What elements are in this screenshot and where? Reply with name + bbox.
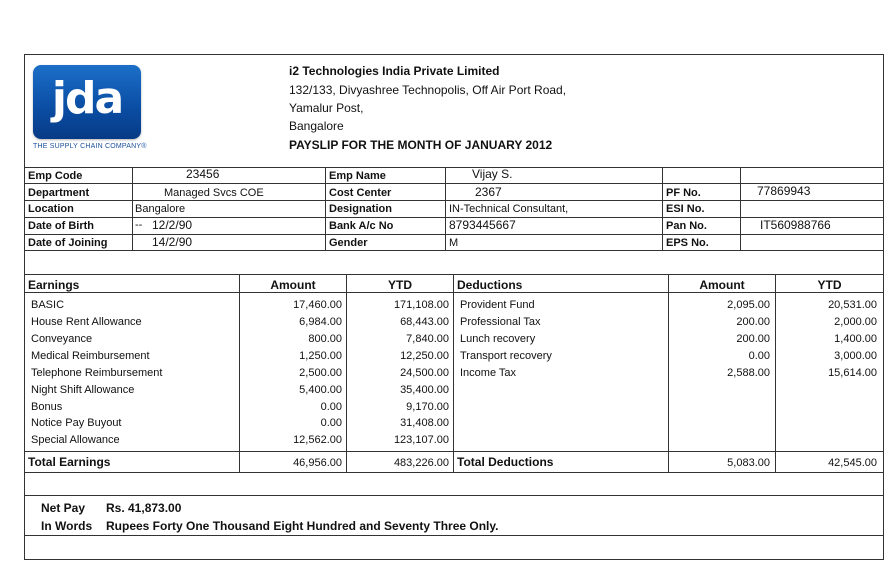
total-earnings-amount: 46,956.00 bbox=[293, 457, 342, 469]
earning-name: Conveyance bbox=[31, 333, 93, 345]
table-col-3 bbox=[453, 274, 454, 473]
info-line-0 bbox=[24, 167, 884, 168]
earning-ytd: 12,250.00 bbox=[400, 350, 449, 362]
info-col-3 bbox=[445, 167, 446, 251]
info-col-1 bbox=[132, 167, 133, 251]
company-address-line1: 132/133, Divyashree Technopolis, Off Air Port Road, bbox=[289, 83, 567, 97]
earning-amount: 17,460.00 bbox=[293, 299, 342, 311]
emp-name-label: Emp Name bbox=[329, 170, 386, 182]
earning-amount: 0.00 bbox=[320, 417, 342, 429]
earning-name: House Rent Allowance bbox=[31, 316, 142, 328]
payslip-title: PAYSLIP FOR THE MONTH OF JANUARY 2012 bbox=[289, 138, 553, 152]
info-line-2 bbox=[24, 200, 884, 201]
table-bottom-line bbox=[24, 472, 884, 473]
earning-amount: 0.00 bbox=[320, 401, 342, 413]
earning-ytd: 24,500.00 bbox=[400, 367, 449, 379]
earning-amount: 800.00 bbox=[308, 333, 342, 345]
frame-left bbox=[24, 54, 25, 560]
info-col-5 bbox=[740, 167, 741, 251]
deduction-ytd: 15,614.00 bbox=[828, 367, 877, 379]
info-line-5 bbox=[24, 250, 884, 251]
deduction-amount: 200.00 bbox=[736, 333, 770, 345]
company-name: i2 Technologies India Private Limited bbox=[289, 64, 500, 78]
designation-label: Designation bbox=[329, 203, 392, 215]
earning-name: Bonus bbox=[31, 401, 63, 413]
pf-no-value: 77869943 bbox=[757, 184, 811, 198]
deductions-ytd-header: YTD bbox=[817, 278, 842, 292]
cost-center-value: 2367 bbox=[475, 185, 502, 199]
pan-no-value: IT560988766 bbox=[760, 218, 831, 232]
deduction-ytd: 1,400.00 bbox=[834, 333, 877, 345]
earning-ytd: 31,408.00 bbox=[400, 417, 449, 429]
deductions-amount-header: Amount bbox=[699, 278, 745, 292]
location-label: Location bbox=[28, 203, 74, 215]
earnings-header: Earnings bbox=[28, 278, 80, 292]
doj-value: 14/2/90 bbox=[152, 235, 193, 249]
earning-name: Night Shift Allowance bbox=[31, 384, 135, 396]
earning-amount: 2,500.00 bbox=[299, 367, 342, 379]
table-header-line bbox=[24, 292, 884, 293]
deduction-name: Transport recovery bbox=[460, 350, 552, 362]
earning-amount: 6,984.00 bbox=[299, 316, 342, 328]
department-label: Department bbox=[28, 187, 90, 199]
emp-code-value: 23456 bbox=[186, 167, 220, 181]
company-logo bbox=[33, 65, 141, 139]
logo-text: jda bbox=[51, 73, 123, 124]
summary-top-line bbox=[24, 495, 884, 496]
table-total-top-line bbox=[24, 451, 884, 452]
in-words-label: In Words bbox=[41, 519, 93, 533]
deduction-ytd: 2,000.00 bbox=[834, 316, 877, 328]
deduction-amount: 200.00 bbox=[736, 316, 770, 328]
logo-tagline: THE SUPPLY CHAIN COMPANY® bbox=[33, 143, 147, 150]
net-pay-value: Rs. 41,873.00 bbox=[106, 501, 182, 515]
deduction-amount: 2,588.00 bbox=[727, 367, 770, 379]
total-deductions-amount: 5,083.00 bbox=[727, 457, 770, 469]
cost-center-label: Cost Center bbox=[329, 187, 392, 199]
frame-right bbox=[883, 54, 884, 560]
earning-name: Medical Reimbursement bbox=[31, 350, 150, 362]
earning-ytd: 123,107.00 bbox=[393, 434, 449, 446]
company-address-line2: Yamalur Post, bbox=[289, 101, 364, 115]
earning-name: BASIC bbox=[31, 299, 65, 311]
earning-name: Telephone Reimbursement bbox=[31, 367, 163, 379]
earning-amount: 12,562.00 bbox=[293, 434, 342, 446]
designation-value: IN-Technical Consultant, bbox=[449, 203, 569, 215]
gender-value: M bbox=[449, 237, 459, 249]
total-earnings-ytd: 483,226.00 bbox=[393, 457, 449, 469]
gender-label: Gender bbox=[329, 237, 368, 249]
info-col-2 bbox=[325, 167, 326, 251]
doj-label: Date of Joining bbox=[28, 237, 108, 249]
deductions-header: Deductions bbox=[457, 278, 523, 292]
summary-bottom-line bbox=[24, 535, 884, 536]
earning-ytd: 68,443.00 bbox=[400, 316, 449, 328]
info-col-4 bbox=[662, 167, 663, 251]
company-address-line3: Bangalore bbox=[289, 119, 344, 133]
net-pay-label: Net Pay bbox=[41, 501, 86, 515]
dob-label: Date of Birth bbox=[28, 220, 94, 232]
location-value: Bangalore bbox=[135, 203, 186, 215]
deduction-ytd: 3,000.00 bbox=[834, 350, 877, 362]
pan-no-label: Pan No. bbox=[666, 220, 707, 232]
emp-code-label: Emp Code bbox=[28, 170, 83, 182]
deduction-name: Professional Tax bbox=[460, 316, 541, 328]
in-words-value: Rupees Forty One Thousand Eight Hundred and Seventy Three Only. bbox=[106, 519, 499, 533]
frame-bottom bbox=[24, 559, 884, 560]
table-top-line bbox=[24, 274, 884, 275]
earnings-ytd-header: YTD bbox=[388, 278, 412, 292]
dob-dash: -- bbox=[135, 219, 143, 231]
deduction-amount: 0.00 bbox=[748, 350, 770, 362]
esi-no-label: ESI No. bbox=[666, 203, 705, 215]
earning-name: Special Allowance bbox=[31, 434, 120, 446]
total-deductions-ytd: 42,545.00 bbox=[828, 457, 877, 469]
earnings-amount-header: Amount bbox=[270, 278, 316, 292]
eps-no-label: EPS No. bbox=[666, 237, 709, 249]
total-deductions-label: Total Deductions bbox=[457, 455, 554, 469]
earning-ytd: 9,170.00 bbox=[406, 401, 449, 413]
earning-ytd: 7,840.00 bbox=[406, 333, 449, 345]
pf-no-label: PF No. bbox=[666, 187, 701, 199]
bank-value: 8793445667 bbox=[449, 218, 516, 232]
earning-amount: 1,250.00 bbox=[299, 350, 342, 362]
total-earnings-label: Total Earnings bbox=[28, 455, 111, 469]
deduction-name: Provident Fund bbox=[460, 299, 535, 311]
deduction-name: Income Tax bbox=[460, 367, 517, 379]
earning-ytd: 35,400.00 bbox=[400, 384, 449, 396]
department-value: Managed Svcs COE bbox=[164, 187, 264, 199]
info-line-1 bbox=[24, 183, 884, 184]
earning-amount: 5,400.00 bbox=[299, 384, 342, 396]
emp-name-value: Vijay S. bbox=[472, 167, 513, 181]
bank-label: Bank A/c No bbox=[329, 220, 394, 232]
earning-ytd: 171,108.00 bbox=[393, 299, 449, 311]
frame-top bbox=[24, 54, 884, 55]
deduction-amount: 2,095.00 bbox=[727, 299, 770, 311]
dob-value: 12/2/90 bbox=[152, 218, 193, 232]
earning-name: Notice Pay Buyout bbox=[31, 417, 122, 429]
deduction-ytd: 20,531.00 bbox=[828, 299, 877, 311]
deduction-name: Lunch recovery bbox=[460, 333, 536, 345]
